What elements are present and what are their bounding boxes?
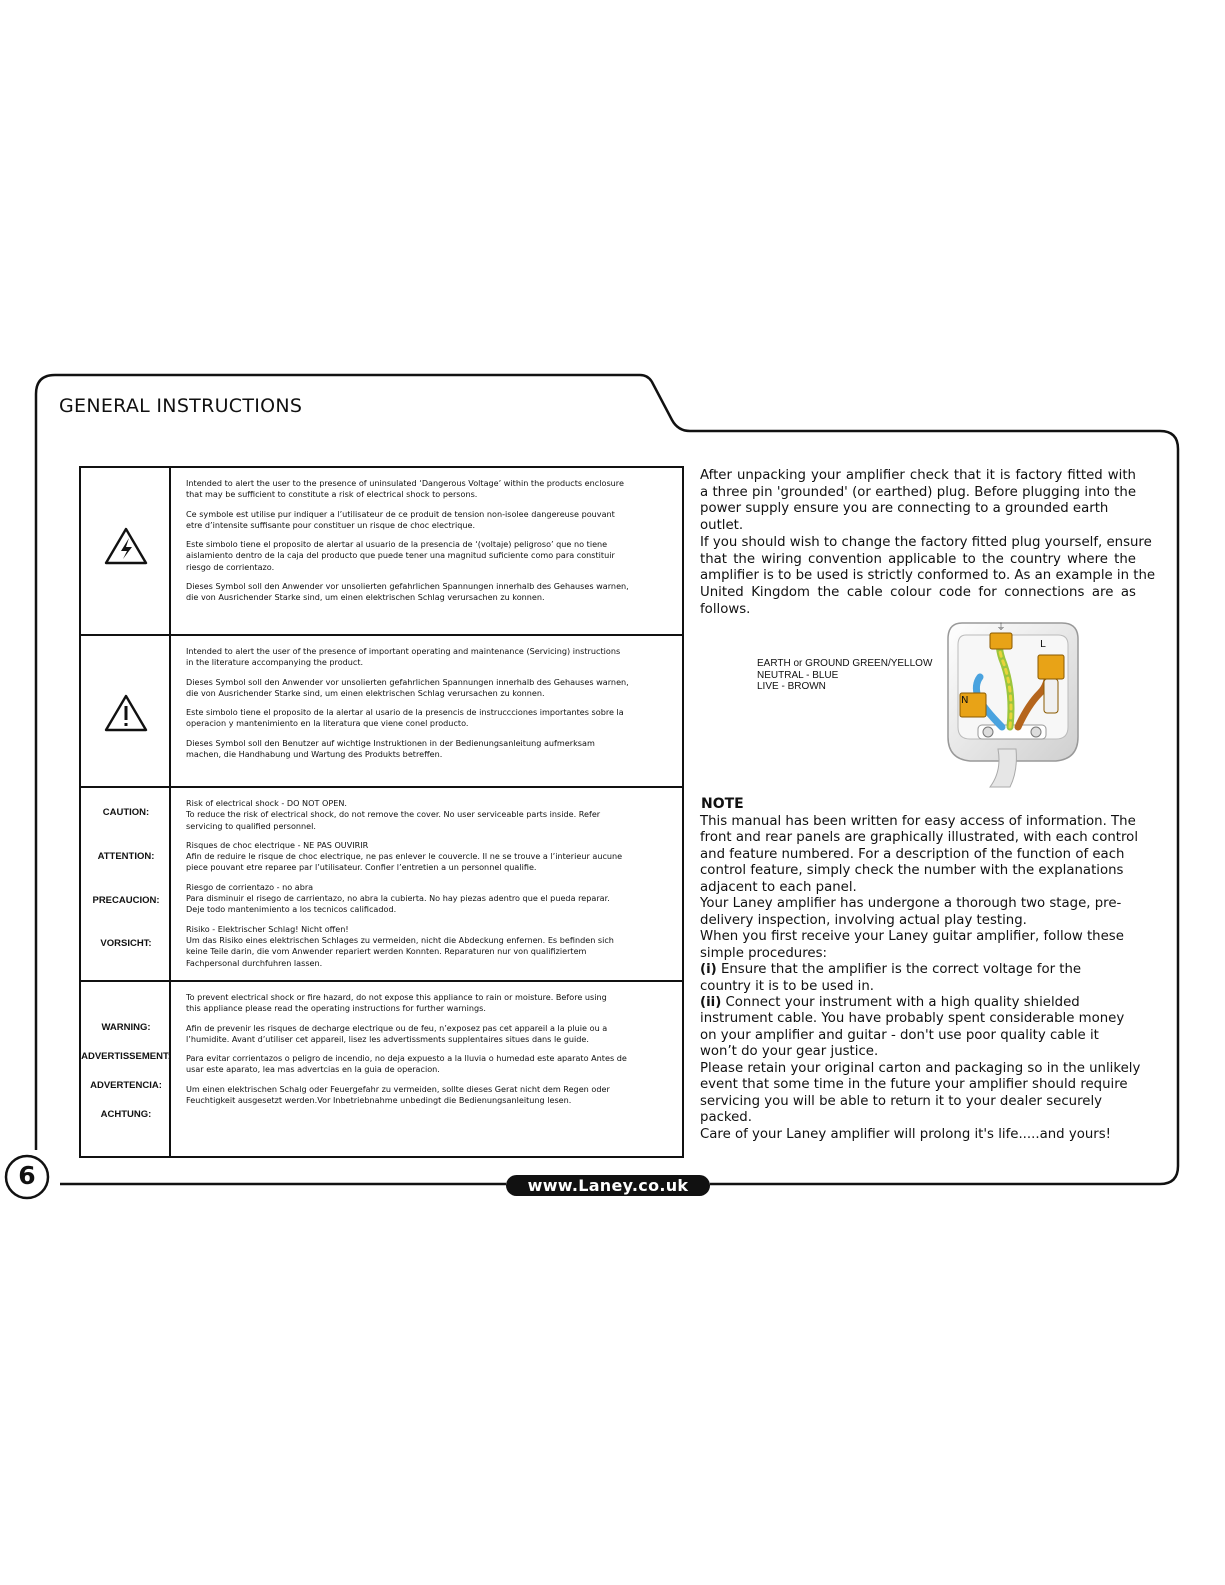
note-line — [700, 1060, 1141, 1077]
website-url[interactable]: www.Laney.co.uk — [506, 1175, 710, 1196]
note-line-text: won’t do your gear justice. — [700, 1044, 879, 1060]
safety-paragraph-line: servicing to qualified personnel. — [186, 820, 316, 831]
note-line — [700, 814, 1136, 830]
note-line — [700, 1044, 1136, 1060]
note-line — [700, 847, 1136, 863]
safety-paragraph-line: piece pouvant etre reparee par l’utilisateur. Confier l’entretien a un personnel qualifie. — [186, 862, 537, 873]
safety-paragraph-line: Dieses Symbol soll den Benutzer auf wichtige Instruktionen in der Bedienungsanleitung aufmerksam — [186, 737, 595, 748]
intro-line: outlet. — [700, 518, 744, 534]
advertencia-label: ADVERTENCIA: — [90, 1080, 162, 1091]
safety-paragraph-line: riesgo de corrientazo. — [186, 561, 275, 572]
safety-row-label-cell — [81, 788, 171, 982]
intro-text — [700, 468, 1156, 618]
note-line — [700, 979, 1136, 995]
safety-row-symbol-cell — [81, 636, 171, 788]
safety-paragraph-line: Este simbolo tiene el proposito de alertar al usuario de la presencia de ‘(voltaje) peligroso’ que no tiene — [186, 539, 608, 550]
attention-label: ATTENTION: — [97, 851, 155, 862]
note-line-text: event that some time in the future your amplifier should require — [700, 1077, 1128, 1093]
safety-paragraph-line: operacion y mantenimiento en la literatura que viene conel producto. — [186, 718, 469, 729]
note-line — [700, 913, 1136, 929]
safety-paragraph-line: Ce symbole est utilise pur indiquer a l’utilisateur de ce produit de tension non-isolee dangereuse pouvant — [186, 508, 615, 519]
safety-paragraph-line: etre d’intensite suffisante pour constituer un risque de choc electrique. — [186, 519, 476, 530]
note-line-text: servicing you will be able to return it to your dealer securely — [700, 1093, 1103, 1109]
safety-paragraph-line: aislamiento dentro de la caja del producto que puede tener una magnitud suficiente como para constituir — [186, 550, 615, 561]
note-line — [700, 896, 1136, 912]
note-line-text: When you first receive your Laney guitar amplifier, follow these — [700, 929, 1124, 945]
safety-paragraph-line: Um das Risiko eines elektrischen Schlages zu vermeiden, nicht die Abdeckung enfernen. Es befinden sich — [186, 934, 614, 945]
safety-paragraph-line: Um einen elektrischen Schalg oder Feuergefahr zu vermeiden, sollte dieses Gerat nicht dem Regen oder — [186, 1083, 610, 1094]
exclamation-triangle-icon — [103, 693, 149, 733]
note-line-text: delivery inspection, involving actual play testing. — [700, 912, 1027, 928]
precaucion-label: PRECAUCION: — [92, 895, 160, 906]
terminal-earth-label: ⏚ — [996, 623, 1006, 633]
legend-earth: EARTH or GROUND GREEN/YELLOW — [757, 658, 933, 669]
note-line — [700, 1077, 1136, 1093]
safety-paragraph-line: To reduce the risk of electrical shock, do not remove the cover. No user serviceable parts inside. Refer — [186, 809, 601, 820]
safety-paragraph-line: Riesgo de corrientazo - no abra — [186, 881, 314, 892]
safety-paragraph-line: usar este aparato, lea mas advertcias en la guia de operacion. — [186, 1064, 440, 1075]
caution-label: CAUTION: — [102, 807, 150, 818]
note-heading: NOTE — [701, 796, 744, 812]
vorsicht-label: VORSICHT: — [100, 938, 152, 949]
note-line — [700, 995, 1136, 1011]
note-step-marker: (ii) — [700, 994, 722, 1010]
note-line-text: on your amplifier and guitar - don't use poor quality cable it — [700, 1027, 1099, 1043]
safety-row-label-cell — [81, 982, 171, 1156]
safety-paragraph — [186, 1084, 676, 1107]
safety-paragraph-line: Deje todo mantenimiento a los tecnicos calificadod. — [186, 904, 397, 915]
note-line — [700, 946, 1136, 962]
note-line-text: Ensure that the amplifier is the correct voltage for the — [716, 962, 1082, 978]
safety-paragraph-line: Intended to alert the user to the presence of uninsulated ‘Dangerous Voltage’ within the products enclosure — [186, 478, 624, 488]
fuse — [1044, 679, 1058, 713]
safety-paragraph-line: machen, die Handhabung und Wartung des Produkts betreffen. — [186, 749, 443, 760]
safety-row-caution — [81, 786, 682, 982]
safety-row-text — [171, 788, 682, 982]
safety-paragraph — [186, 509, 676, 532]
intro-line: After unpacking your amplifier check that it is factory fitted with — [700, 468, 1136, 483]
page-number: 6 — [18, 1161, 36, 1190]
safety-paragraph-line: keine Teile darin, die vom Anwender repariert werden Konnten. Reparaturen nur von qualifiziertem — [186, 946, 587, 957]
note-line — [700, 1011, 1136, 1027]
safety-paragraph — [186, 738, 676, 761]
safety-paragraph-line: Este simbolo tiene el proposito de la alertar al usario de la presencis de instruccciones importantes sobre la — [186, 707, 624, 718]
note-line-text: This manual has been written for easy access of information. The — [700, 814, 1136, 829]
note-line — [700, 1127, 1136, 1143]
safety-paragraph-line: Afin de reduire le risque de choc electrique, ne pas enlever le couvercle. Il ne se trouve a l’interieur aucune — [186, 851, 623, 862]
safety-paragraph-line: Dieses Symbol soll den Anwender vor unsolierten gefahrlichen Spannungen innerhalb des Gehauses warnen, — [186, 676, 629, 687]
note-line — [700, 1094, 1136, 1110]
safety-paragraph-line: Intended to alert the user of the presence of important operating and maintenance (Servicing) instructions — [186, 646, 621, 656]
terminal-live-label: L — [1040, 639, 1046, 650]
intro-line: that the wiring convention applicable to the country where the — [700, 551, 1136, 567]
warning-label: WARNING: — [101, 1022, 151, 1033]
intro-line: a three pin 'grounded' (or earthed) plug. Before plugging into the — [700, 484, 1136, 500]
safety-paragraph — [186, 1023, 676, 1046]
safety-row-symbol-cell — [81, 468, 171, 636]
intro-line: If you should wish to change the factory fitted plug yourself, ensure — [700, 534, 1152, 550]
lightning-triangle-icon — [103, 526, 149, 566]
note-line — [700, 962, 1136, 978]
legend-live: LIVE - BROWN — [757, 681, 826, 693]
safety-row-text — [171, 636, 682, 788]
safety-paragraph-line: Para evitar corrientazos o peligro de incendio, no deja expuesto a la lluvia o humedad este aparato Antes de — [186, 1053, 627, 1064]
safety-row-text — [171, 468, 682, 636]
note-line-text: Your Laney amplifier has undergone a thorough two stage, pre- — [700, 896, 1122, 912]
note-line — [700, 1028, 1136, 1044]
note-body — [700, 814, 1141, 1143]
note-line-text: country it is to be used in. — [700, 978, 875, 994]
safety-paragraph-line: Afin de prevenir les risques de decharge electrique ou de feu, n’exposez pas cet appareil a la pluie ou a — [186, 1022, 608, 1033]
clamp-screw-left — [983, 727, 993, 737]
safety-paragraph-line: in the literature accompanying the product. — [186, 657, 364, 668]
safety-paragraph — [186, 646, 676, 669]
safety-paragraph — [186, 539, 676, 573]
safety-paragraph-line: this appliance please read the operating instructions for further warnings. — [186, 1003, 486, 1014]
note-line-text: adjacent to each panel. — [700, 879, 857, 895]
safety-row-text — [171, 982, 682, 1156]
note-line-text: packed. — [700, 1110, 752, 1126]
safety-paragraph — [186, 992, 676, 1015]
safety-paragraph — [186, 882, 676, 916]
earth-terminal — [990, 633, 1012, 649]
advertissement-label: ADVERTISSEMENT: — [81, 1051, 171, 1062]
note-line-text: front and rear panels are graphically illustrated, with each control — [700, 830, 1139, 846]
safety-paragraph-line: that may be sufficient to constitute a risk of electrical shock to persons. — [186, 489, 478, 500]
safety-paragraph — [186, 924, 676, 969]
safety-paragraph-line: To prevent electrical shock or fire hazard, do not expose this appliance to rain or moisture. Before using — [186, 992, 607, 1002]
safety-paragraph-line: Para disminuir el risego de carrientazo, no abra la cubierta. No hay piezas adentro que el pueda reparar. — [186, 893, 610, 904]
achtung-label: ACHTUNG: — [100, 1109, 152, 1120]
safety-row-voltage — [81, 468, 682, 636]
safety-paragraph-line: Risk of electrical shock - DO NOT OPEN. — [186, 798, 347, 808]
safety-paragraph — [186, 677, 676, 700]
note-line — [700, 880, 1136, 896]
safety-paragraph-line: Dieses Symbol soll den Anwender vor unsolierten gefahrlichen Spannungen innerhalb des Gehauses warnen, — [186, 581, 629, 592]
note-line-text: Please retain your original carton and packaging so in the unlikely — [700, 1060, 1141, 1076]
note-line-text: Care of your Laney amplifier will prolong it's life.....and yours! — [700, 1126, 1111, 1142]
wiring-legend — [757, 658, 932, 693]
safety-row-servicing — [81, 634, 682, 788]
safety-paragraph-line: l’humidite. Avant d’utiliser cet appareil, lisez les advertissments supplentaires situes dans le guide. — [186, 1033, 589, 1044]
note-line — [700, 929, 1136, 945]
intro-line: United Kingdom the cable colour code for connections are as — [700, 584, 1136, 600]
intro-line: amplifier is to be used is strictly conformed to. As an example in the — [700, 568, 1156, 584]
safety-paragraph — [186, 707, 676, 730]
safety-row-warning — [81, 980, 682, 1156]
safety-paragraph-line: Feuchtigkeit ausgesetzt werden.Vor Inbetriebnahme unbedingt die Bedienungsanleitung lesen. — [186, 1095, 572, 1106]
safety-table — [79, 466, 684, 1158]
safety-paragraph-line: Fachpersonal durchfuhren lassen. — [186, 957, 323, 968]
section-title: GENERAL INSTRUCTIONS — [59, 395, 303, 417]
note-line-text: control feature, simply check the number with the explanations — [700, 863, 1124, 879]
intro-line: power supply ensure you are connecting to a grounded earth — [700, 501, 1109, 517]
note-line — [700, 1110, 1136, 1126]
safety-paragraph — [186, 1053, 676, 1076]
intro-line: follows. — [700, 601, 751, 617]
safety-paragraph — [186, 581, 676, 604]
live-terminal — [1038, 655, 1064, 679]
legend-neutral: NEUTRAL - BLUE — [757, 669, 839, 681]
safety-paragraph-line: Risiko - Elektrischer Schlag! Nicht offen! — [186, 923, 349, 934]
uk-plug-wiring-diagram — [944, 619, 1080, 789]
terminal-neutral-label: N — [961, 695, 969, 706]
safety-paragraph — [186, 478, 676, 501]
note-line-text: and feature numbered. For a description of the function of each — [700, 846, 1125, 862]
note-line — [700, 830, 1139, 846]
clamp-screw-right — [1031, 727, 1041, 737]
safety-paragraph-line: die von Ausrichender Starke sind, um einen elektrischen Schlag verursachen zu konnen. — [186, 687, 545, 698]
note-line-text: instrument cable. You have probably spent considerable money — [700, 1011, 1125, 1027]
safety-paragraph-line: die von Ausrichender Starke sind, um einen elektrischen Schlag verursachen zu konnen. — [186, 592, 545, 603]
safety-paragraph-line: Risques de choc electrique - NE PAS OUVIRIR — [186, 839, 369, 850]
note-line-text: simple procedures: — [700, 945, 827, 961]
note-line — [700, 863, 1136, 879]
safety-paragraph — [186, 798, 676, 832]
note-line-text: Connect your instrument with a high quality shielded — [721, 994, 1080, 1010]
safety-paragraph — [186, 840, 676, 874]
note-step-marker: (i) — [700, 962, 717, 978]
